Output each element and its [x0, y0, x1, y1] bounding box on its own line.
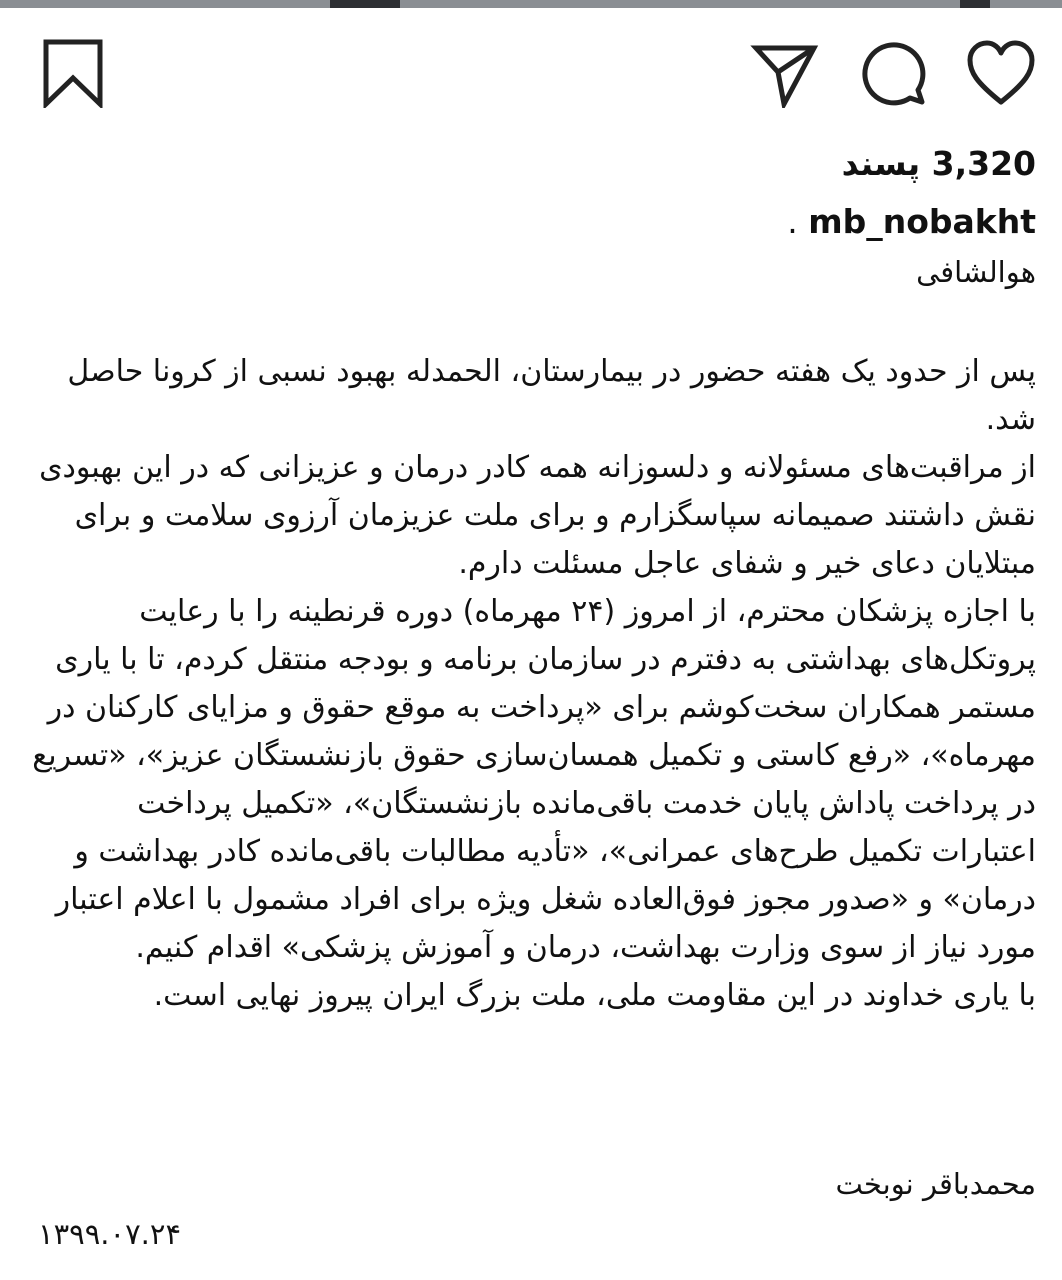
heart-icon[interactable]: [966, 38, 1036, 108]
likes-label: پسند: [841, 144, 921, 183]
photo-bottom-edge: [0, 0, 1062, 8]
username-dot: .: [787, 202, 798, 241]
caption-paragraph: از مراقبت‌های مسئولانه و دلسوزانه همه کادر درمان و عزیزانی که در این بهبودی نقش داشتند صمیمانه سپاسگزارم و برای ملت عزیزمان آرزوی سلامت و برای مبتلایان دعای خیر و شفای عاجل مسئلت دارم.: [39, 450, 1036, 581]
comment-bubble-icon[interactable]: [858, 38, 928, 108]
caption-paragraph: پس از حدود یک هفته حضور در بیمارستان، الحمدله بهبود نسبی از کرونا حاصل شد.: [67, 354, 1036, 437]
caption-paragraph: با یاری خداوند در این مقاومت ملی، ملت بزرگ ایران پیروز نهایی است.: [153, 978, 1036, 1013]
caption-body: [30, 348, 1036, 1020]
likes-number: 3,320: [931, 144, 1036, 183]
caption-header: [787, 196, 1036, 296]
caption-username-line: [787, 202, 1036, 241]
bookmark-icon[interactable]: [38, 38, 108, 108]
caption-signature: محمدباقر نوبخت: [835, 1167, 1036, 1201]
likes-count[interactable]: [842, 140, 1036, 188]
caption-heading: هوالشافی: [916, 255, 1036, 289]
caption-date: ۱۳۹۹.۰۷.۲۴: [38, 1217, 182, 1251]
caption-paragraph: با اجازه پزشکان محترم، از امروز (۲۴ مهرماه) دوره قرنطینه را با رعایت پروتکل‌های بهداشتی به دفترم در سازمان برنامه و بودجه منتقل کردم، تا با یاری مستمر همکاران سخت‌کوشم برای «پرداخت به موقع حقوق و مزایای کارکنان در مهرماه»، «رفع کاستی و تکمیل همسان‌سازی حقوق بازنشستگان عزیز»، «تسریع در پرداخت پاداش پایان خدمت باقی‌مانده بازنشستگان»، «تکمیل پرداخت اعتبارات تکمیل طرح‌های عمرانی»، «تأدیه مطالبات باقی‌مانده کادر بهداشت و درمان» و «صدور مجوز فوق‌العاده شغل ویژه برای افراد مشمول با اعلام اعتبار مورد نیاز از سوی وزارت بهداشت، درمان و آموزش پزشکی» اقدام کنیم.: [32, 594, 1036, 965]
post-action-bar: [0, 30, 1062, 110]
paper-plane-icon[interactable]: [750, 38, 820, 108]
username-link[interactable]: mb_nobakht: [808, 202, 1036, 241]
